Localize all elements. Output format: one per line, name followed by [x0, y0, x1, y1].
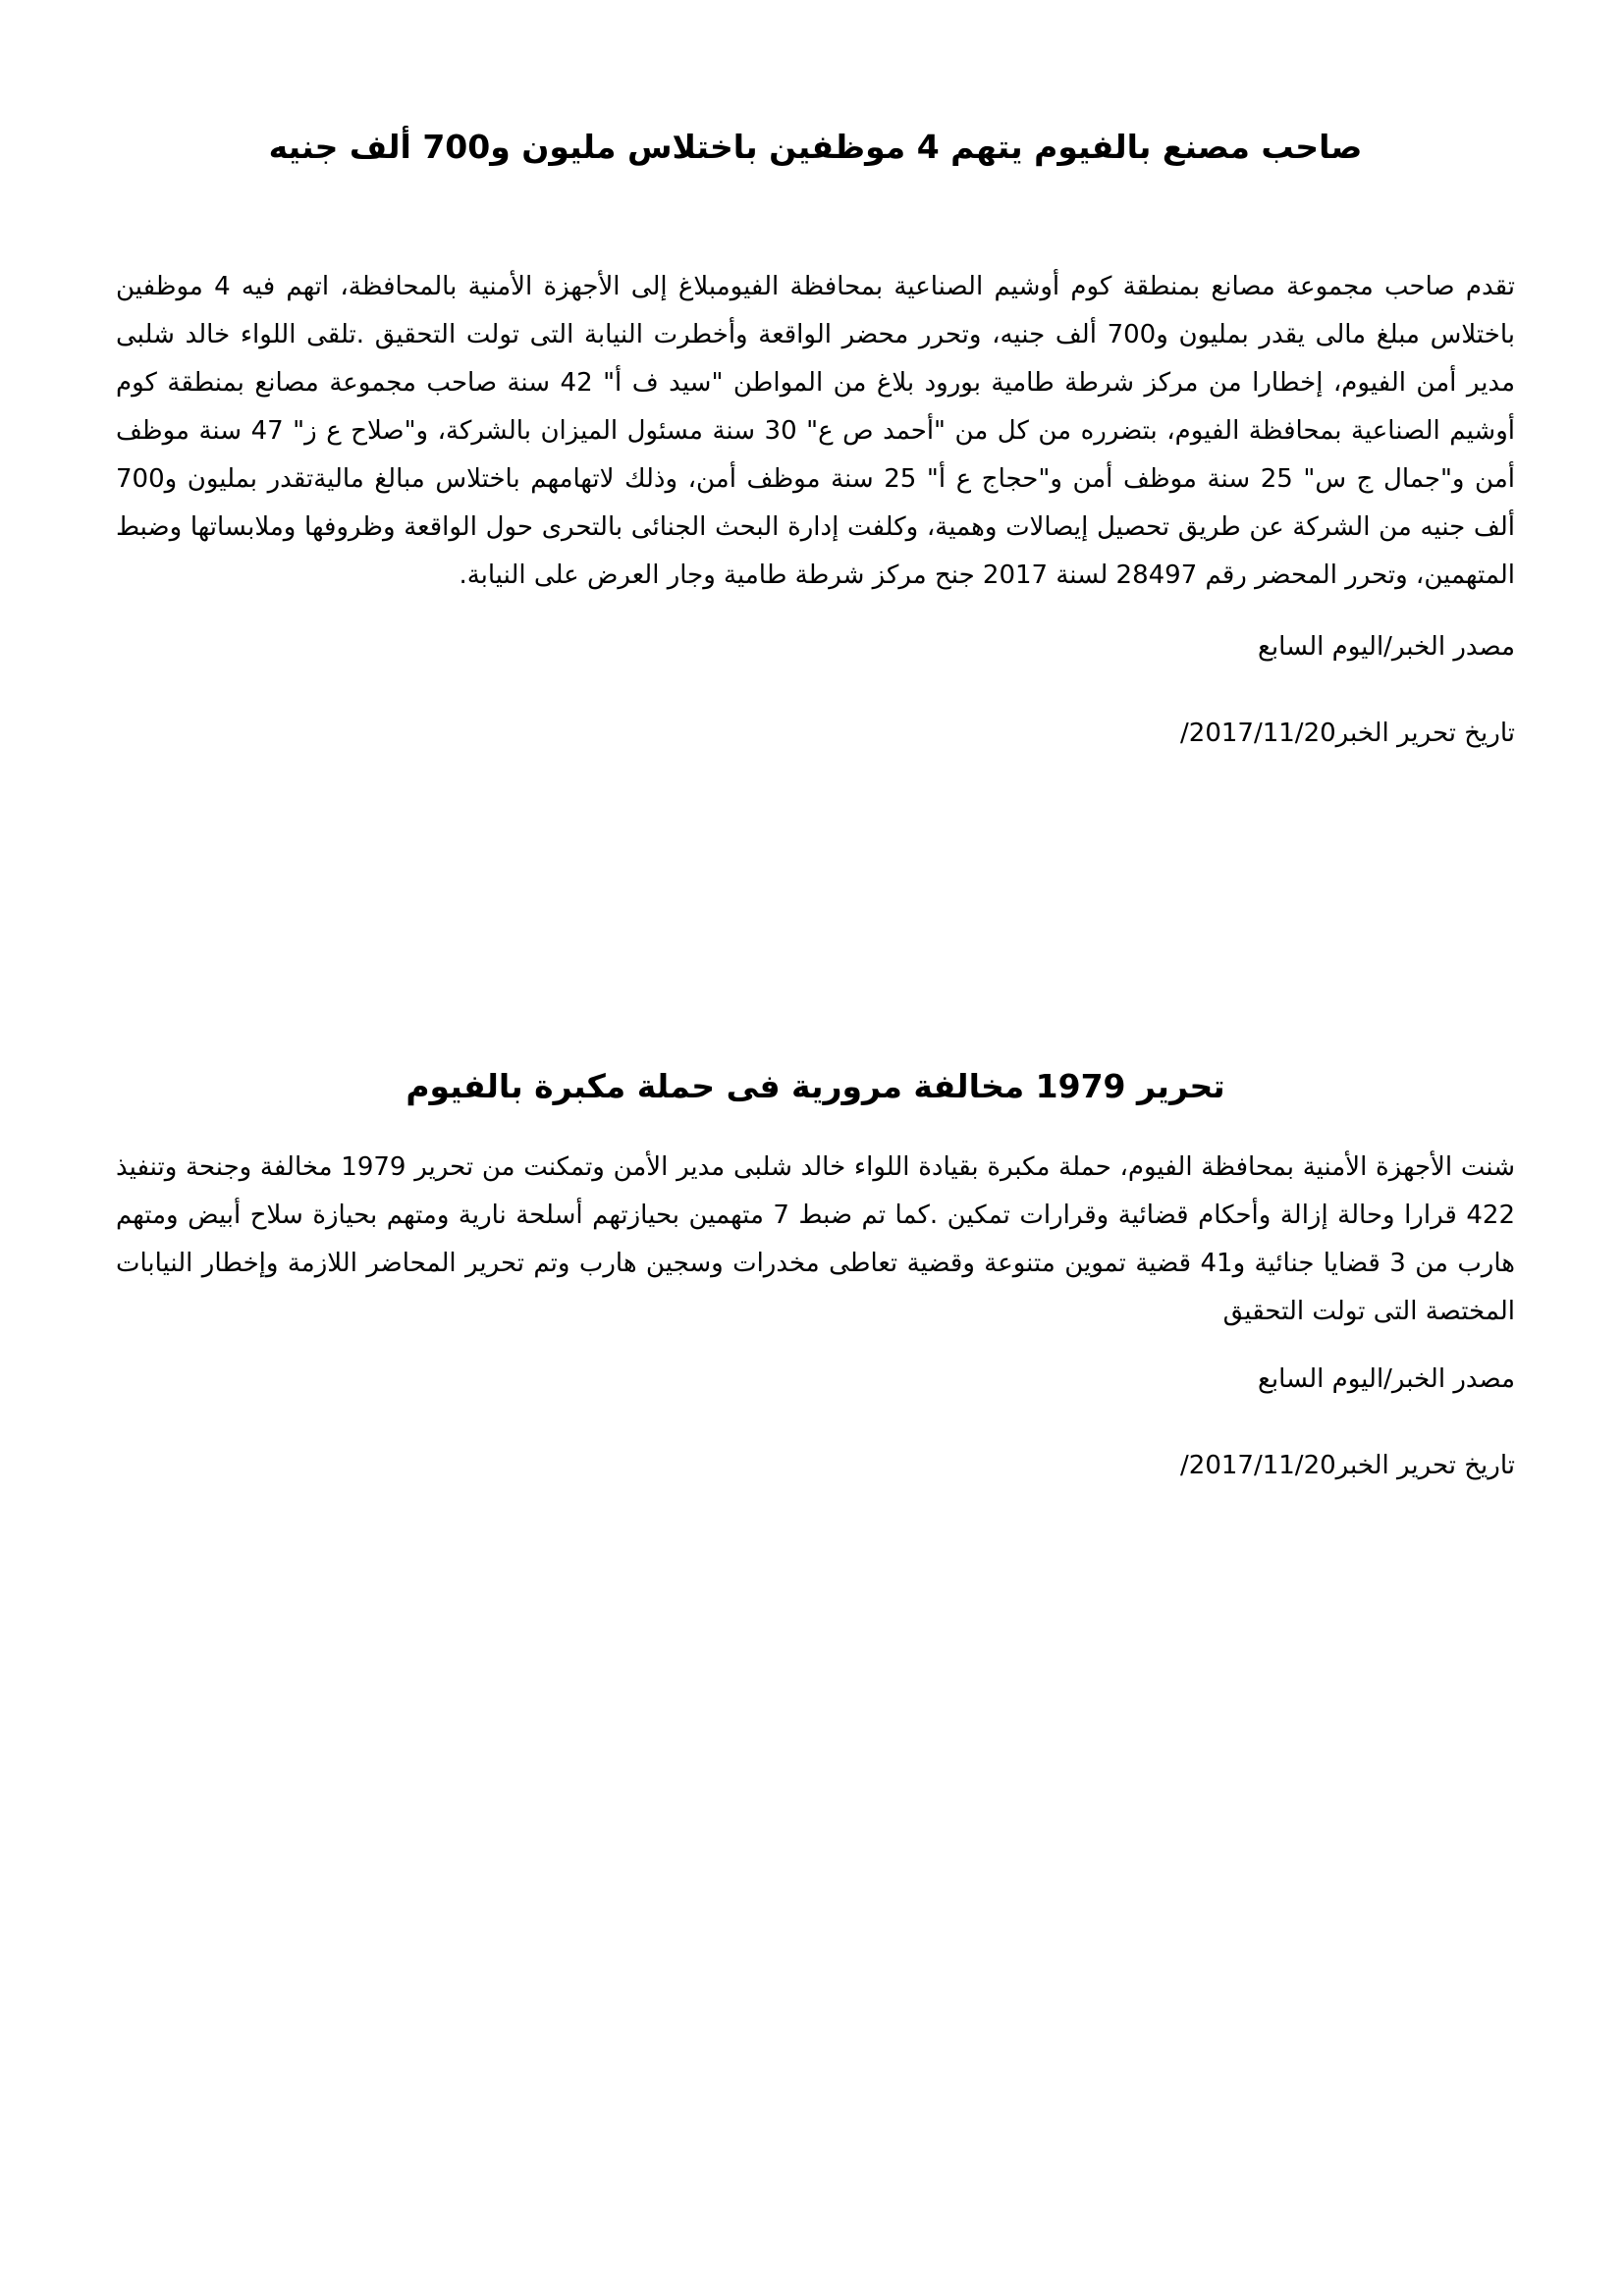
article-date: تاريخ تحرير الخبر2017/11/20/	[1180, 1451, 1515, 1480]
article-date: تاريخ تحرير الخبر2017/11/20/	[1180, 719, 1515, 748]
article-title: تحرير 1979 مخالفة مرورية فى حملة مكبرة بالفيوم	[406, 1067, 1225, 1105]
article-source: مصدر الخبر/اليوم السابع	[1258, 632, 1515, 662]
news-article	[116, 1055, 1515, 1485]
article-body: تقدم صاحب مجموعة مصانع بمنطقة كوم أوشيم الصناعية بمحافظة الفيومبلاغ إلى الأجهزة الأمنية بالمحافظة، اتهم فيه 4 موظفين باختلاس مبلغ مالى يقدر بمليون و700 ألف جنيه، وتحرر محضر الواقعة وأخطرت النيابة التى تولت التحقيق .تلقى اللواء خالد شلبى مدير أمن الفيوم، إخطارا من مركز شرطة طامية بورود بلاغ من المواطن "سيد ف أ" 42 سنة صاحب مجموعة مصانع بمنطقة كوم أوشيم الصناعية بمحافظة الفيوم، بتضرره من كل من "أحمد ص ع" 30 سنة مسئول الميزان بالشركة، و"صلاح ع ز" 47 سنة موظف أمن و"جمال ج س" 25 سنة موظف أمن و"حجاج ع أ" 25 سنة موظف أمن، وذلك لاتهامهم باختلاس مبالغ ماليةتقدر بمليون و700 ألف جنيه من الشركة عن طريق تحصيل إيصالات وهمية، وكلفت إدارة البحث الجنائى بالتحرى حول الواقعة وظروفها وملابساتها وضبط المتهمين، وتحرر المحضر رقم 28497 لسنة 2017 جنح مركز شرطة طامية وجار العرض على النيابة.	[116, 272, 1516, 590]
article-body: شنت الأجهزة الأمنية بمحافظة الفيوم، حملة مكبرة بقيادة اللواء خالد شلبى مدير الأمن وتمكنت من تحرير 1979 مخالفة وجنحة وتنفيذ 422 قرارا وحالة إزالة وأحكام قضائية وقرارات تمكين .كما تم ضبط 7 متهمين بحيازتهم أسلحة نارية ومتهم بحيازة سلاح أبيض ومتهم هارب من 3 قضايا جنائية و41 قضية تموين متنوعة وقضية تعاطى مخدرات وسجين هارب وتم تحرير المحاضر اللازمة وإخطار النيابات المختصة التى تولت التحقيق	[116, 1152, 1515, 1326]
news-article	[116, 116, 1515, 753]
article-title: صاحب مصنع بالفيوم يتهم 4 موظفين باختلاس مليون و700 ألف جنيه	[268, 128, 1363, 166]
article-source: مصدر الخبر/اليوم السابع	[1258, 1364, 1515, 1394]
